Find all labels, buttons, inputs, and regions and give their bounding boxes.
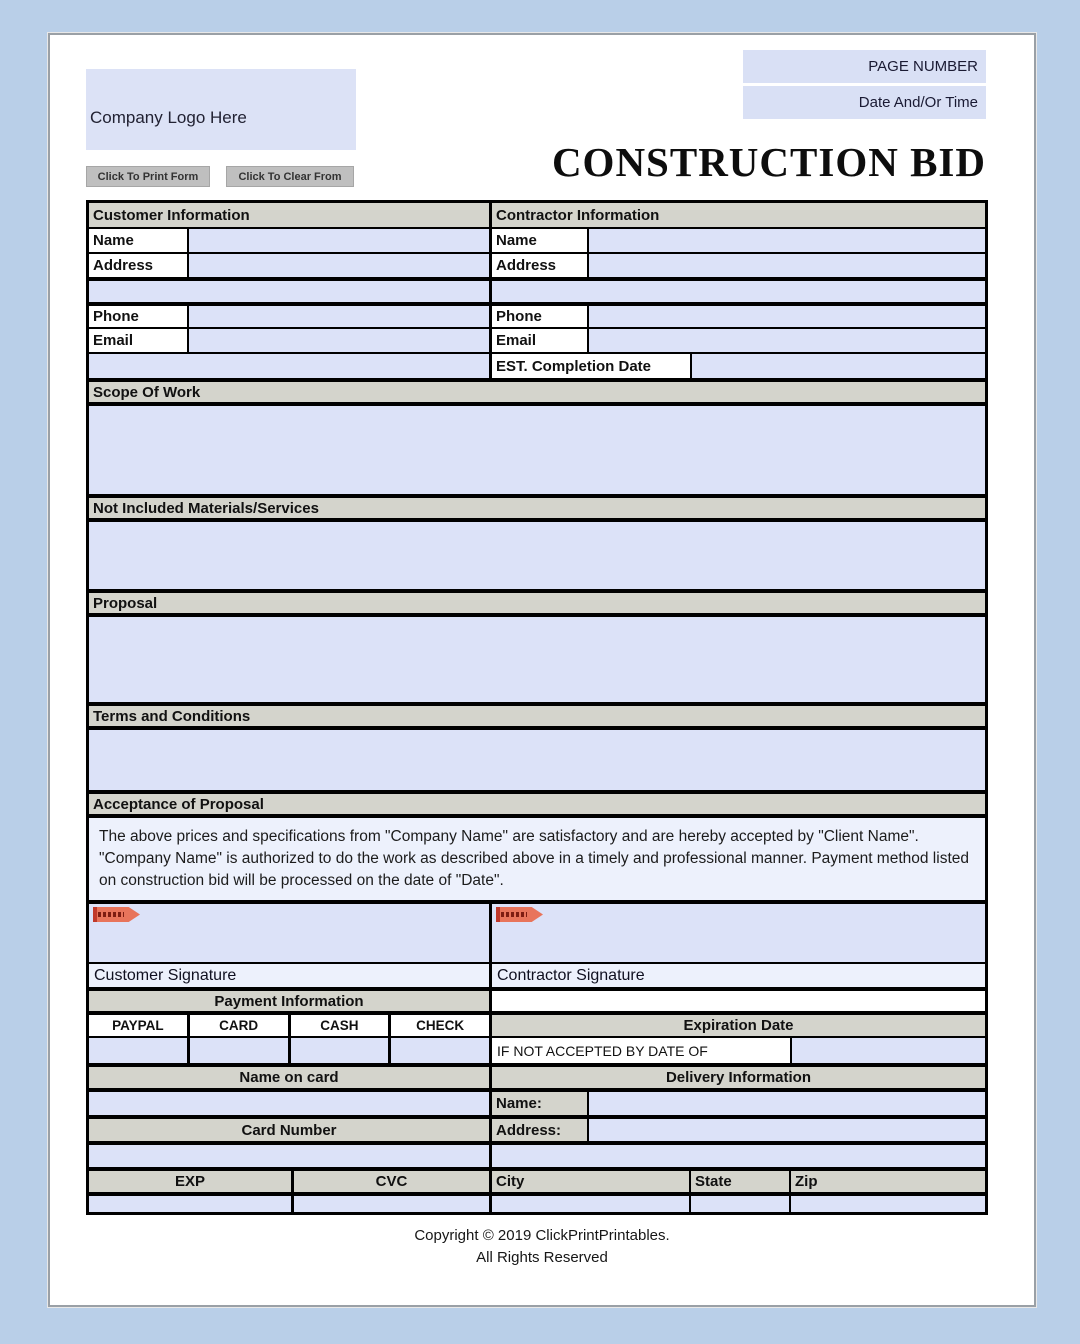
contractor-address2-field[interactable]	[492, 281, 985, 302]
not-included-field[interactable]	[89, 522, 985, 589]
state-field[interactable]	[691, 1196, 791, 1212]
clear-form-button[interactable]: Click To Clear From	[226, 166, 354, 187]
cvc-header: CVC	[294, 1171, 489, 1192]
terms-field[interactable]	[89, 730, 985, 790]
name-on-card-field[interactable]	[89, 1092, 489, 1115]
customer-signature-label: Customer Signature	[94, 966, 237, 984]
delivery-name-label: Name:	[492, 1092, 589, 1115]
page-number-field[interactable]: PAGE NUMBER	[743, 50, 986, 83]
paypal-checkbox-field[interactable]	[89, 1038, 190, 1063]
customer-name-field[interactable]	[189, 229, 489, 252]
contractor-signature-field[interactable]	[492, 904, 985, 962]
expiration-date-header: Expiration Date	[492, 1015, 985, 1036]
sign-here-arrow-icon	[93, 907, 140, 922]
scope-of-work-field[interactable]	[89, 406, 985, 494]
delivery-address2-field[interactable]	[492, 1145, 985, 1167]
blank-cell	[492, 991, 985, 1011]
scope-of-work-header: Scope Of Work	[89, 382, 985, 402]
exp-header: EXP	[89, 1171, 294, 1192]
page-meta	[743, 50, 986, 122]
company-logo-placeholder[interactable]	[86, 69, 356, 150]
est-completion-field[interactable]	[692, 354, 985, 378]
zip-field[interactable]	[791, 1196, 985, 1212]
contractor-address-field[interactable]	[589, 254, 985, 277]
cash-checkbox-field[interactable]	[291, 1038, 392, 1063]
terms-header: Terms and Conditions	[89, 706, 985, 726]
contractor-email-label: Email	[492, 329, 589, 352]
customer-address-field[interactable]	[189, 254, 489, 277]
customer-email-field[interactable]	[189, 329, 489, 352]
acceptance-header: Acceptance of Proposal	[89, 794, 985, 814]
contractor-phone-field[interactable]	[589, 306, 985, 327]
contractor-address-label: Address	[492, 254, 589, 277]
payment-method-paypal-header: PAYPAL	[89, 1015, 190, 1036]
city-header: City	[492, 1171, 691, 1192]
card-number-field[interactable]	[89, 1145, 489, 1167]
delivery-info-header: Delivery Information	[492, 1067, 985, 1088]
delivery-address-label: Address:	[492, 1119, 589, 1141]
contractor-info-header: Contractor Information	[492, 203, 985, 227]
payment-method-card-header: CARD	[190, 1015, 291, 1036]
expiration-date-field[interactable]	[792, 1038, 985, 1063]
not-accepted-by-label: IF NOT ACCEPTED BY DATE OF	[492, 1038, 792, 1063]
not-included-header: Not Included Materials/Services	[89, 498, 985, 518]
copyright-line2: All Rights Reserved	[476, 1249, 608, 1266]
payment-method-check-header: CHECK	[391, 1015, 489, 1036]
payment-method-cash-header: CASH	[291, 1015, 392, 1036]
city-field[interactable]	[492, 1196, 691, 1212]
contractor-name-label: Name	[492, 229, 589, 252]
contractor-phone-label: Phone	[492, 306, 589, 327]
card-number-header: Card Number	[89, 1119, 489, 1141]
proposal-header: Proposal	[89, 593, 985, 613]
copyright-line1: Copyright © 2019 ClickPrintPrintables.	[414, 1227, 670, 1244]
delivery-address-field[interactable]	[589, 1119, 985, 1141]
zip-header: Zip	[791, 1171, 985, 1192]
est-completion-label: EST. Completion Date	[492, 354, 692, 378]
contractor-email-field[interactable]	[589, 329, 985, 352]
construction-bid-form	[86, 200, 988, 1215]
customer-address-label: Address	[89, 254, 189, 277]
payment-info-header: Payment Information	[89, 991, 489, 1011]
page-title: CONSTRUCTION BID	[551, 139, 986, 185]
exp-field[interactable]	[89, 1196, 294, 1212]
check-checkbox-field[interactable]	[391, 1038, 489, 1063]
print-form-button[interactable]: Click To Print Form	[86, 166, 210, 187]
customer-phone-field[interactable]	[189, 306, 489, 327]
card-checkbox-field[interactable]	[190, 1038, 291, 1063]
company-logo-text: Company Logo Here	[90, 108, 247, 127]
acceptance-text: The above prices and specifications from "Company Name" are satisfactory and are hereby accepted by "Client Name". "Company Name" is authorized to do the work as described above in a timely and professional manner. Payment method listed on construction bid will be processed on the date of "Date".	[89, 818, 985, 900]
contractor-signature-label: Contractor Signature	[497, 966, 645, 984]
cvc-field[interactable]	[294, 1196, 489, 1212]
copyright-footer	[50, 1227, 1034, 1266]
customer-email-label: Email	[89, 329, 189, 352]
state-header: State	[691, 1171, 791, 1192]
document-page	[48, 33, 1036, 1307]
date-time-field[interactable]: Date And/Or Time	[743, 86, 986, 119]
sign-here-arrow-icon	[496, 907, 543, 922]
customer-info-header: Customer Information	[89, 203, 489, 227]
contractor-name-field[interactable]	[589, 229, 985, 252]
customer-extra-field[interactable]	[89, 354, 489, 378]
customer-phone-label: Phone	[89, 306, 189, 327]
proposal-field[interactable]	[89, 617, 985, 702]
customer-name-label: Name	[89, 229, 189, 252]
customer-signature-field[interactable]	[89, 904, 489, 962]
delivery-name-field[interactable]	[589, 1092, 985, 1115]
name-on-card-header: Name on card	[89, 1067, 489, 1088]
customer-address2-field[interactable]	[89, 281, 489, 302]
